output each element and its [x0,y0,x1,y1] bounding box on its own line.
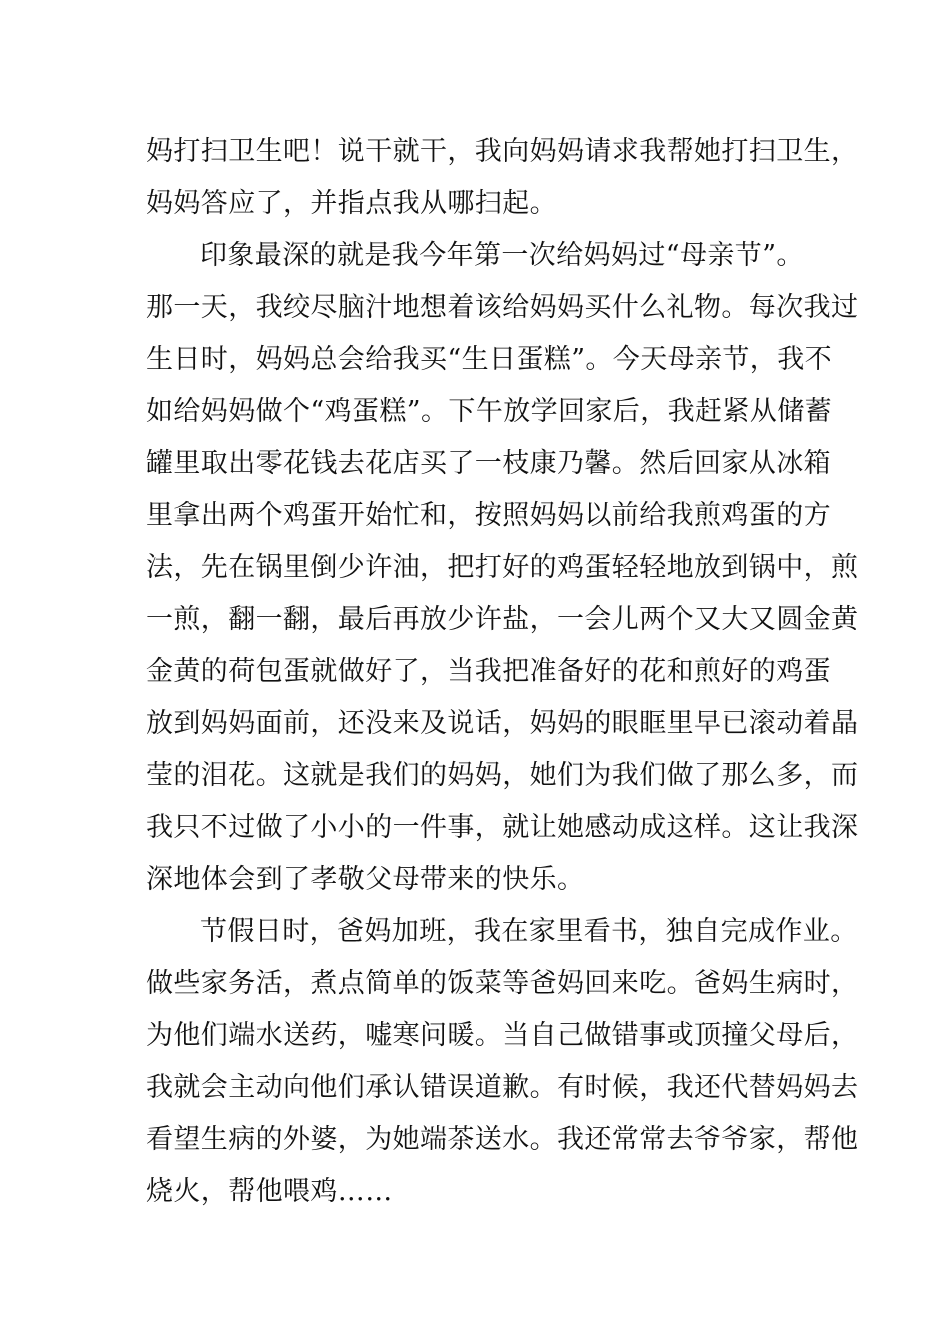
text-line: 一煎，翻一翻，最后再放少许盐，一会儿两个又大又圆金黄 [146,604,859,635]
text-line: 如给妈妈做个“鸡蛋糕”。下午放学回家后，我赶紧从储蓄 [146,396,833,427]
text-line: 深地体会到了孝敬父母带来的快乐。 [146,864,585,895]
text-line: 看望生病的外婆，为她端茶送水。我还常常去爷爷家，帮他 [146,1124,859,1155]
text-line: 妈妈答应了，并指点我从哪扫起。 [146,188,557,219]
text-line: 放到妈妈面前，还没来及说话，妈妈的眼眶里早已滚动着晶 [146,708,859,739]
text-line: 做些家务活，煮点简单的饭菜等爸妈回来吃。爸妈生病时， [146,968,859,999]
paragraph-first-line: 节假日时，爸妈加班，我在家里看书，独自完成作业。 [200,916,858,947]
body-text [146,126,859,1218]
paragraph-first-line: 印象最深的就是我今年第一次给妈妈过“母亲节”。 [200,240,804,271]
text-line: 为他们端水送药，嘘寒问暖。当自己做错事或顶撞父母后， [146,1020,859,1051]
text-line: 烧火，帮他喂鸡…… [146,1176,393,1207]
text-line: 里拿出两个鸡蛋开始忙和，按照妈妈以前给我煎鸡蛋的方 [146,500,831,531]
text-line: 我只不过做了小小的一件事，就让她感动成这样。这让我深 [146,812,859,843]
text-line: 我就会主动向他们承认错误道歉。有时候，我还代替妈妈去 [146,1072,859,1103]
text-line: 那一天，我绞尽脑汁地想着该给妈妈买什么礼物。每次我过 [146,292,859,323]
text-line: 生日时，妈妈总会给我买“生日蛋糕”。今天母亲节，我不 [146,344,833,375]
text-line: 罐里取出零花钱去花店买了一枝康乃馨。然后回家从冰箱 [146,448,831,479]
text-line: 法，先在锅里倒少许油，把打好的鸡蛋轻轻地放到锅中，煎 [146,552,859,583]
text-line: 莹的泪花。这就是我们的妈妈，她们为我们做了那么多，而 [146,760,859,791]
text-line: 金黄的荷包蛋就做好了，当我把准备好的花和煎好的鸡蛋 [146,656,831,687]
text-line: 妈打扫卫生吧！说干就干，我向妈妈请求我帮她打扫卫生， [146,136,859,167]
